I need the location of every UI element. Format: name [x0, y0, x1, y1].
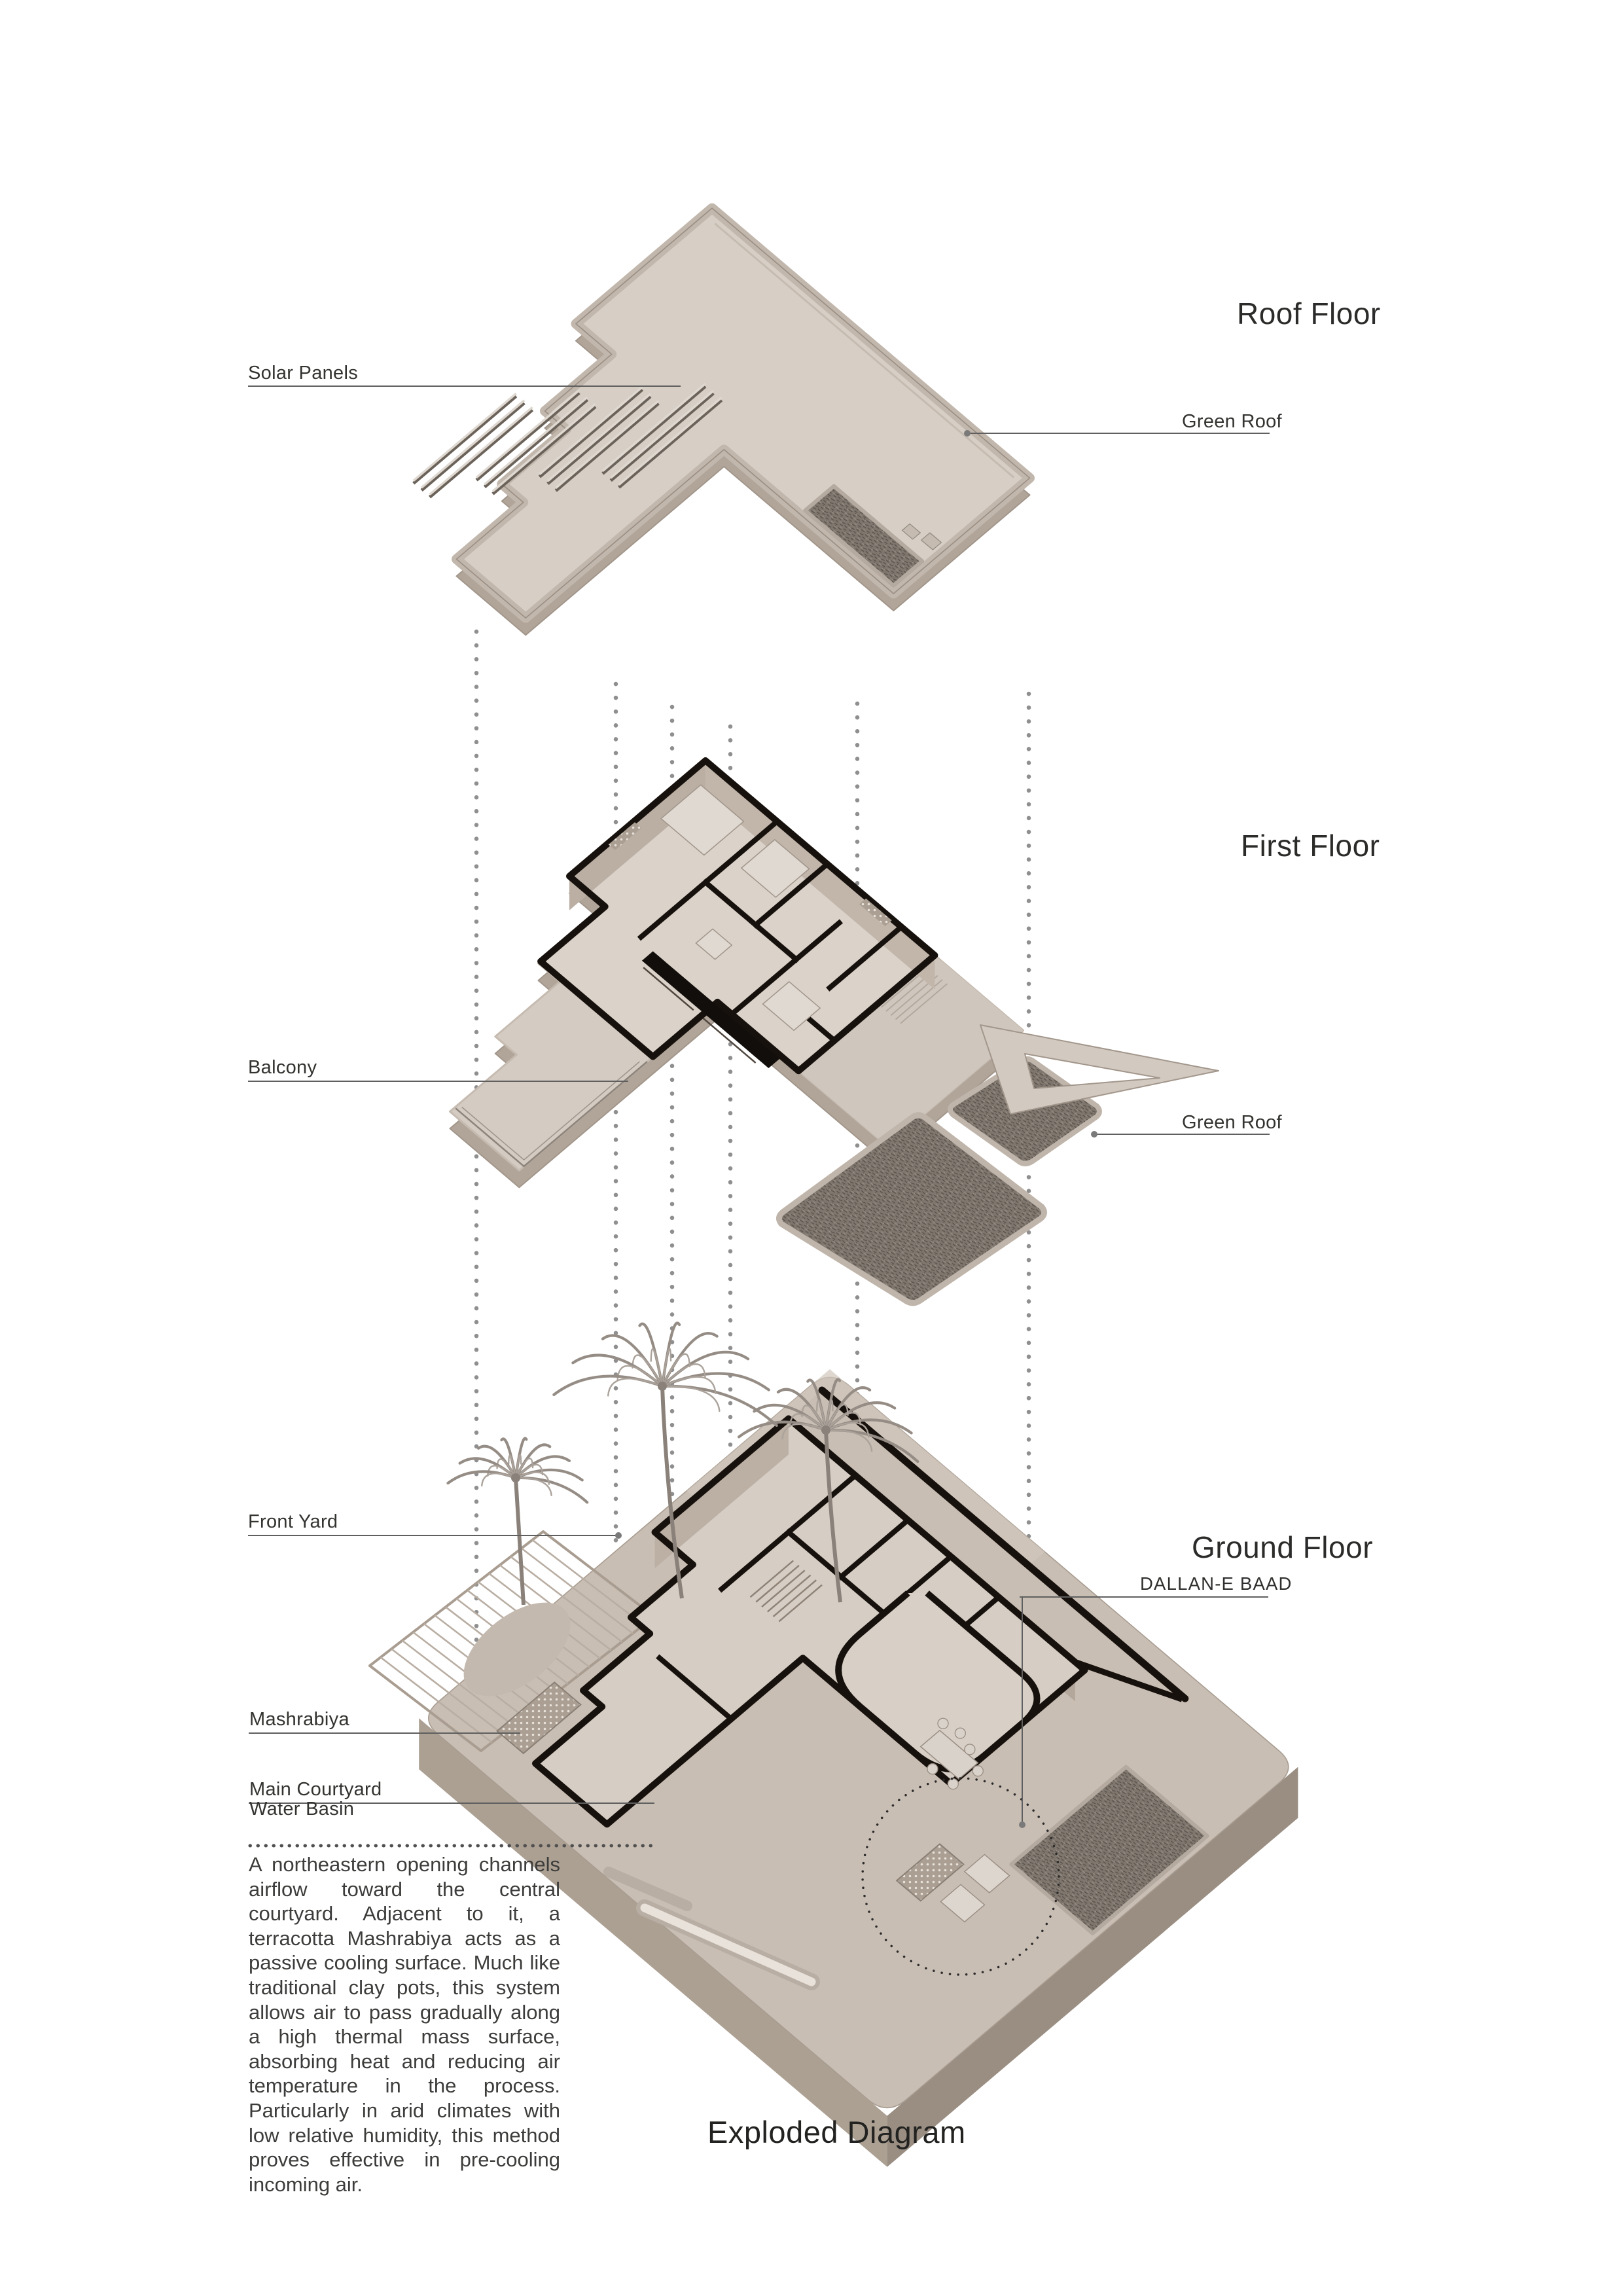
- label-mashrabiya: Mashrabiya: [249, 1709, 349, 1730]
- label-dallan-e-baad: DALLAN-E BAAD: [1140, 1573, 1293, 1594]
- label-solar-panels: Solar Panels: [248, 363, 359, 384]
- label-main-courtyard: Main Courtyard: [249, 1779, 382, 1800]
- description-paragraph: A northeastern opening channels airflow toward the central courtyard. Adjacent to it, a terracotta Mashrabiya acts as a passive cooling surface. Much like traditional clay pots, this system allows air to pass gradually along a high thermal mass surface, absorbing heat and reducing air temperature in the process. Particularly in arid climates with low relative humidity, this method proves effective in pre-cooling incoming air.: [249, 1853, 560, 2196]
- first-floor-illustration: [450, 761, 1219, 1303]
- roof-floor-illustration: [414, 208, 1030, 635]
- label-green-roof-mid: Green Roof: [1182, 1112, 1282, 1133]
- label-water-basin: Water Basin: [249, 1799, 355, 1820]
- label-front-yard: Front Yard: [248, 1511, 338, 1532]
- title-roof-floor: Roof Floor: [1237, 296, 1381, 331]
- title-first-floor: First Floor: [1241, 829, 1380, 863]
- label-balcony: Balcony: [248, 1057, 317, 1078]
- label-green-roof-top: Green Roof: [1182, 411, 1282, 432]
- diagram-caption: Exploded Diagram: [707, 2115, 966, 2149]
- title-ground-floor: Ground Floor: [1192, 1530, 1374, 1564]
